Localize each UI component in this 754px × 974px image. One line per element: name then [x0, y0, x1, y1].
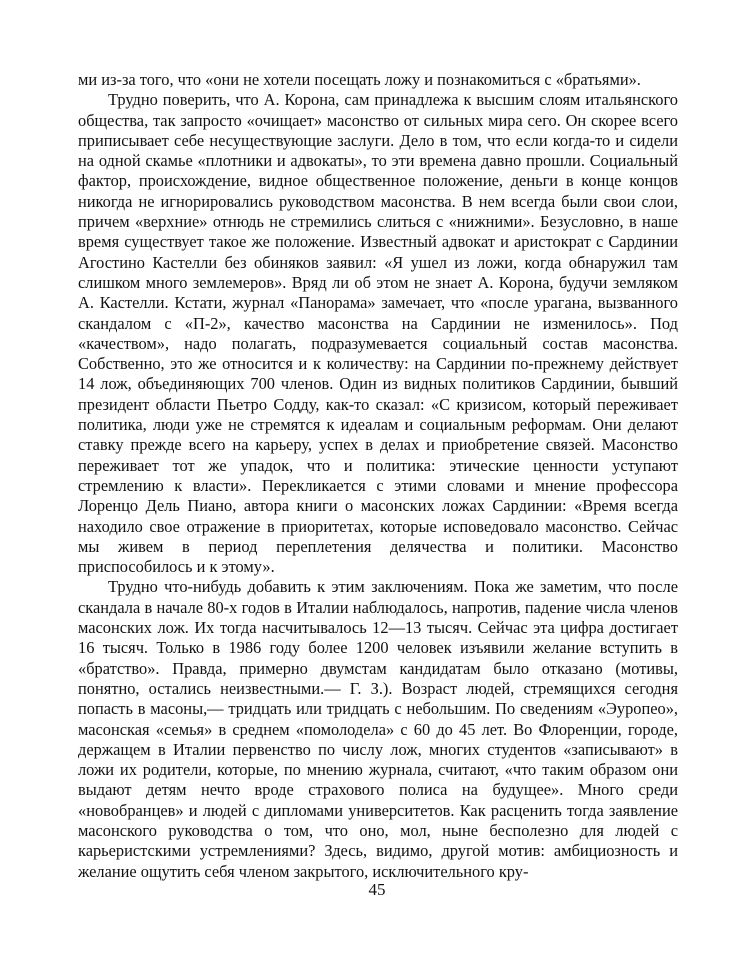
paragraph: Трудно что-нибудь добавить к этим заключениям. Пока же заметим, что после скандала в начале 80-х годов в Италии наблюдалось, напротив, падение числа членов масонских лож. Их тогда насчитывалось 12—13 тысяч. Сейчас эта цифра достигает 16 тысяч. Только в 1986 году более 1200 человек изъявили желание вступить в «братство». Правда, примерно двумстам кандидатам было отказано (мотивы, понятно, остались неизвестными.— Г. З.). Возраст людей, стремящихся сегодня попасть в масоны,— тридцать или тридцать с небольшим. По сведениям «Эуропео», масонская «семья» в среднем «помолодела» с 60 до 45 лет. Во Флоренции, городе, держащем в Италии первенство по числу лож, многих студентов «записывают» в ложи их родители, которые, по мнению журнала, считают, «что таким образом они выдают детям нечто вроде страхового полиса на будущее». Много среди «новобранцев» и людей с дипломами университетов. Как расценить тогда заявление масонского руководства о том, что оно, мол, ныне бесполезно для людей с карьеристскими устремлениями? Здесь, видимо, другой мотив: амбициозность и желание ощутить себя членом закрытого, исключительного кру- [78, 577, 678, 881]
page-text [78, 70, 678, 882]
paragraph-continuation: ми из-за того, что «они не хотели посещать ложу и познакомиться с «братьями». [78, 70, 641, 89]
paragraph: Трудно поверить, что А. Корона, сам принадлежа к высшим слоям итальянского общества, так запросто «очищает» масонство от сильных мира сего. Он скорее всего приписывает себе несуществующие заслуги. Дело в том, что если когда-то и сидели на одной скамье «плотники и адвокаты», то эти времена давно прошли. Социальный фактор, происхождение, видное общественное положение, деньги в конце концов никогда не игнорировались руководством масонства. В нем всегда были свои слои, причем «верхние» отнюдь не стремились слиться с «нижними». Безусловно, в наше время существует такое же положение. Известный адвокат и аристократ с Сардинии Агостино Кастелли без обиняков заявил: «Я ушел из ложи, когда обнаружил там слишком много землемеров». Вряд ли об этом не знает А. Корона, будучи земляком А. Кастелли. Кстати, журнал «Панорама» замечает, что «после урагана, вызванного скандалом с «П-2», качество масонства на Сардинии не изменилось». Под «качеством», надо полагать, подразумевается социальный состав масонства. Собственно, это же относится и к количеству: на Сардинии по-прежнему действует 14 лож, объединяющих 700 членов. Один из видных политиков Сардинии, бывший президент области Пьетро Содду, как-то сказал: «С кризисом, который переживает политика, люди уже не стремятся к идеалам и социальным реформам. Они делают ставку прежде всего на карьеру, успех в делах и приобретение связей. Масонство переживает тот же упадок, что и политика: этические ценности уступают стремлению к власти». Перекликается с этими словами и мнение профессора Лоренцо Дель Пиано, автора книги о масонских ложах Сардинии: «Время всегда находило свое отражение в приоритетах, которые исповедовало масонство. Сейчас мы живем в период переплетения делячества и политики. Масонство приспособилось и к этому». [78, 90, 678, 577]
page-number: 45 [368, 880, 386, 899]
